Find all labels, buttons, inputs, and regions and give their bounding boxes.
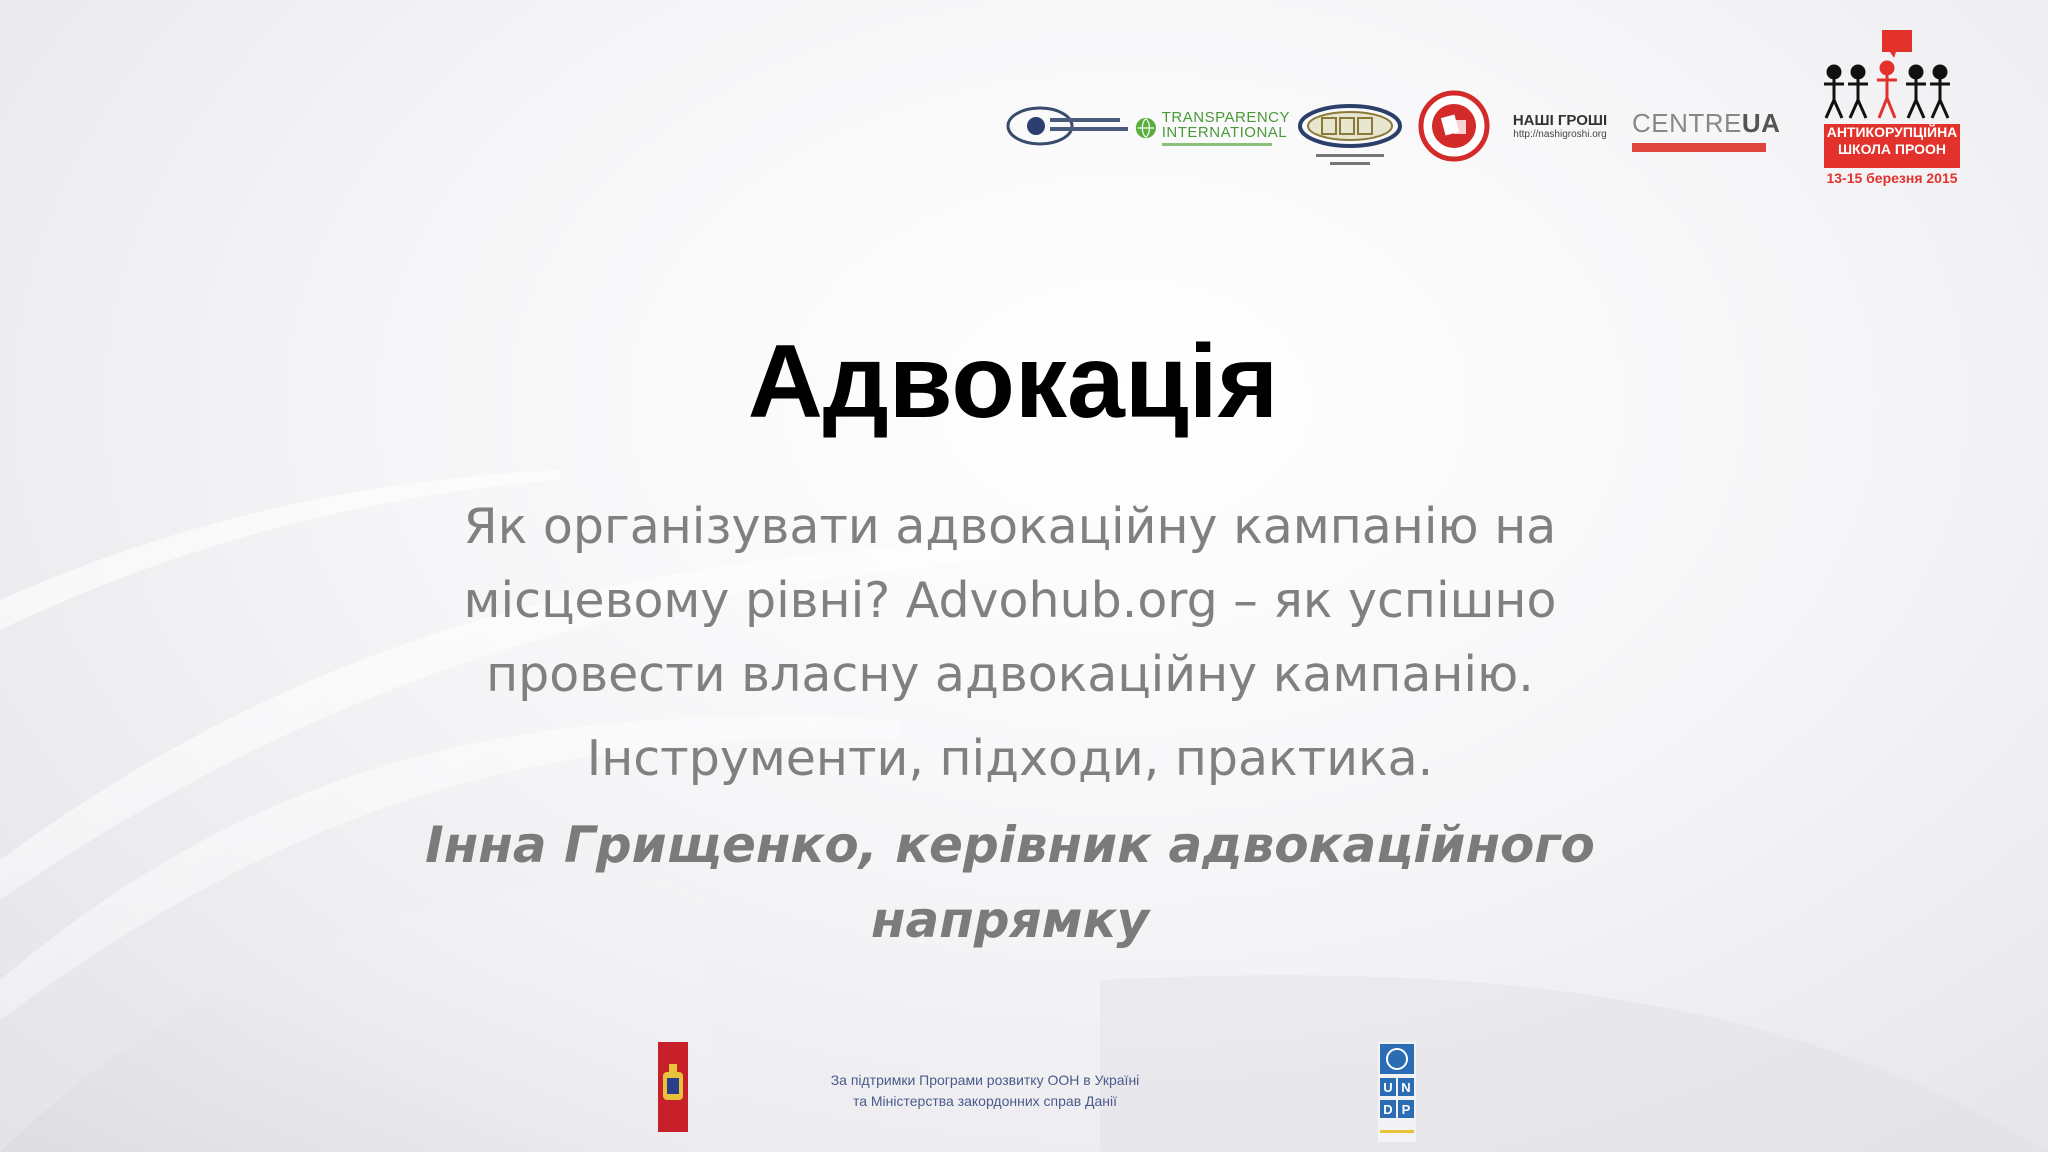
partner-logos <box>1000 90 1780 180</box>
slide-title-text: Адвокація <box>747 324 1279 440</box>
subtitle-line-1: Як організувати адвокаційну кампанію на <box>463 498 1557 555</box>
svg-text:U: U <box>1383 1080 1393 1095</box>
nashi-groshi-url: http://nashigroshi.org <box>1513 129 1607 140</box>
subtitle-line-2: місцевому рівні? Advohub.org – як успішно <box>463 572 1557 629</box>
support-line-1: За підтримки Програми розвитку ООН в Україні <box>830 1072 1140 1088</box>
ti-globe-icon <box>1134 108 1158 148</box>
school-line1: АНТИКОРУПЦІЙНА <box>1826 124 1958 140</box>
anticorruption-school-logo <box>1820 28 1964 194</box>
slide-title <box>0 322 2048 442</box>
centreua-bold-text: UA <box>1741 108 1781 138</box>
school-line2: ШКОЛА ПРООН <box>1837 141 1947 157</box>
cppr-logo <box>1296 96 1404 170</box>
undp-logo-icon <box>1378 1042 1416 1142</box>
centreua-light-text: CENTRE <box>1632 108 1742 138</box>
support-text <box>820 1070 1150 1112</box>
anticorruption-center-logo <box>1006 100 1132 152</box>
denmark-emblem-icon <box>658 1042 688 1132</box>
tools-line: Інструменти, підходи, практика. <box>586 730 1434 787</box>
support-line-2: та Міністерства закордонних справ Данії <box>852 1093 1118 1109</box>
nashi-groshi-logo <box>1506 104 1614 148</box>
svg-text:N: N <box>1401 1080 1411 1095</box>
svg-text:P: P <box>1401 1102 1411 1117</box>
school-dates: 13-15 березня 2015 <box>1826 170 1958 186</box>
svg-text:D: D <box>1383 1102 1393 1117</box>
round-emblem-logo <box>1418 90 1490 162</box>
author-block <box>400 808 1620 958</box>
subtitle-line-3: провести власну адвокаційну кампанію. <box>486 646 1534 703</box>
school-label-box <box>1824 124 1960 168</box>
nashi-groshi-title: НАШІ ГРОШІ <box>1512 112 1608 129</box>
people-figures-icon <box>1820 28 1964 124</box>
transparency-international-logo <box>1134 104 1290 152</box>
author-line-1: Інна Грищенко, керівник адвокаційного <box>425 816 1595 874</box>
slide-subtitle <box>400 490 1620 712</box>
ti-line1: TRANSPARENCY <box>1161 109 1290 126</box>
ti-line2: INTERNATIONAL <box>1161 124 1288 141</box>
centreua-logo <box>1632 100 1781 160</box>
author-line-2: напрямку <box>870 891 1150 949</box>
centreua-bar <box>1632 143 1766 152</box>
